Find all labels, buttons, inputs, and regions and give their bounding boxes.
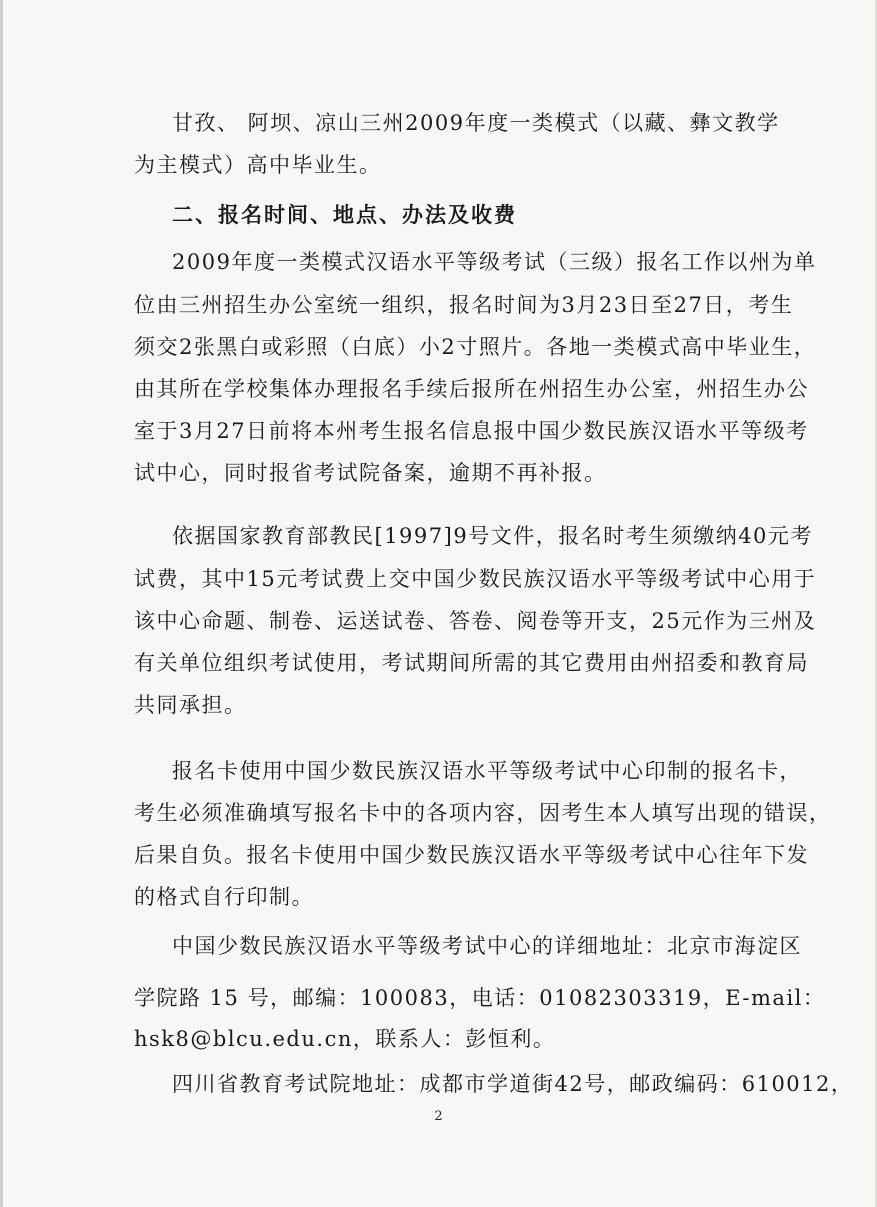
paragraph-line: 须交2张黑白或彩照（白底）小2寸照片。各地一类模式高中毕业生， <box>134 335 817 359</box>
paragraph-line: 位由三州招生办公室统一组织，报名时间为3月23日至27日，考生 <box>134 293 794 317</box>
paragraph-line: 后果自负。报名卡使用中国少数民族汉语水平等级考试中心往年下发 <box>134 843 809 867</box>
paragraph-line: 报名卡使用中国少数民族汉语水平等级考试中心印制的报名卡， <box>172 759 802 783</box>
page-number: 2 <box>434 1109 443 1124</box>
section-heading: 二、报名时间、地点、办法及收费 <box>172 203 517 227</box>
paragraph-line: 学院路 15 号，邮编：100083，电话：01082303319，E-mail： <box>134 986 826 1010</box>
paragraph-line: 试中心，同时报省考试院备案，逾期不再补报。 <box>134 461 607 485</box>
paragraph-line: 试费，其中15元考试费上交中国少数民族汉语水平等级考试中心用于 <box>134 567 817 591</box>
paragraph-line: 的格式自行印制。 <box>134 885 314 909</box>
paragraph-line: 该中心命题、制卷、运送试卷、答卷、阅卷等开支，25元作为三州及 <box>134 609 817 633</box>
paragraph-line: 室于3月27日前将本州考生报名信息报中国少数民族汉语水平等级考 <box>134 419 809 443</box>
paragraph-line: 依据国家教育部教民[1997]9号文件，报名时考生须缴纳40元考 <box>172 524 813 548</box>
paragraph-line: 考生必须准确填写报名卡中的各项内容，因考生本人填写出现的错误， <box>134 801 832 825</box>
paragraph-line: 中国少数民族汉语水平等级考试中心的详细地址：北京市海淀区 <box>172 934 802 958</box>
paragraph-line: 有关单位组织考试使用，考试期间所需的其它费用由州招委和教育局 <box>134 651 809 675</box>
paragraph-line: 共同承担。 <box>134 693 247 717</box>
paragraph-line: 为主模式）高中毕业生。 <box>134 153 382 177</box>
paragraph-line: 四川省教育考试院地址：成都市学道街42号，邮政编码：610012， <box>172 1072 854 1096</box>
paragraph-line: 由其所在学校集体办理报名手续后报所在州招生办公室，州招生办公 <box>134 377 809 401</box>
paragraph-line: 2009年度一类模式汉语水平等级考试（三级）报名工作以州为单 <box>172 250 817 274</box>
paragraph-line: 甘孜、 阿坝、凉山三州2009年度一类模式（以藏、彝文教学 <box>172 111 780 135</box>
paragraph-line: hsk8@blcu.edu.cn，联系人：彭恒利。 <box>134 1027 556 1051</box>
scan-edge-left <box>0 0 3 1207</box>
